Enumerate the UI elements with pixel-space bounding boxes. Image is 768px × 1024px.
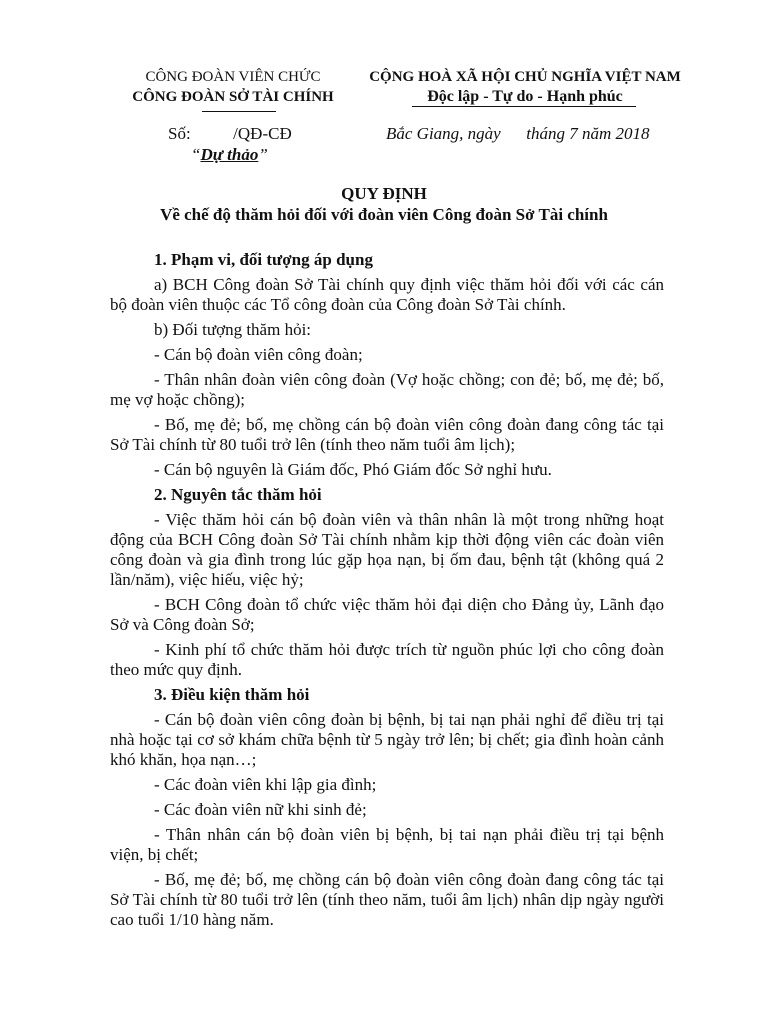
draft-mark [191,145,268,165]
draft-close-quote: ” [258,145,268,164]
paragraph: - Cán bộ nguyên là Giám đốc, Phó Giám đốc Sở nghỉ hưu. [154,460,552,479]
paragraph: - BCH Công đoàn tổ chức việc thăm hỏi đại diện cho Đảng ủy, Lãnh đạo Sở và Công đoàn Sở; [110,595,664,634]
document-subtitle: Về chế độ thăm hỏi đối với đoàn viên Công đoàn Sở Tài chính [160,205,608,224]
section-heading: 3. Điều kiện thăm hỏi [154,685,310,704]
document-title: QUY ĐỊNH [341,184,427,203]
draft-open-quote: “ [191,145,201,164]
paragraph: - Cán bộ đoàn viên công đoàn bị bệnh, bị tai nạn phải nghỉ để điều trị tại nhà hoặc tại cơ sở khám chữa bệnh từ 5 ngày trở lên; bị chết; gia đình hoàn cảnh khó khăn, họa nạn…; [110,710,664,769]
org-line-2: CÔNG ĐOÀN SỞ TÀI CHÍNH [132,89,334,105]
motto-underline [412,106,636,107]
paragraph: - Cán bộ đoàn viên công đoàn; [154,345,363,364]
document-number: Số: /QĐ-CĐ [168,124,292,143]
paragraph: - Thân nhân đoàn viên công đoàn (Vợ hoặc chồng; con đẻ; bố, mẹ đẻ; bố, mẹ vợ hoặc chồng); [110,370,664,409]
paragraph: - Thân nhân cán bộ đoàn viên bị bệnh, bị tai nạn phải điều trị tại bệnh viện, bị chết; [110,825,664,864]
nation-line-1: CỘNG HOÀ XÃ HỘI CHỦ NGHĨA VIỆT NAM [369,69,681,85]
issuing-organization [108,67,358,107]
org-line-1: CÔNG ĐOÀN VIÊN CHỨC [145,69,321,85]
paragraph: - Kinh phí tổ chức thăm hỏi được trích từ nguồn phúc lợi cho công đoàn theo mức quy định. [110,640,664,679]
nation-motto: Độc lập - Tự do - Hạnh phúc [427,88,623,105]
section-heading: 2. Nguyên tắc thăm hỏi [154,485,322,504]
paragraph: - Các đoàn viên nữ khi sinh đẻ; [154,800,367,819]
paragraph: - Các đoàn viên khi lập gia đình; [154,775,377,794]
org-underline [202,111,276,112]
paragraph: - Bố, mẹ đẻ; bố, mẹ chồng cán bộ đoàn viên công đoàn đang công tác tại Sở Tài chính từ 80 tuổi trở lên (tính theo năm, tuổi âm lịch) nhân dịp ngày người cao tuổi 1/10 hàng năm. [110,870,664,929]
paragraph: - Bố, mẹ đẻ; bố, mẹ chồng cán bộ đoàn viên công đoàn đang công tác tại Sở Tài chính từ 80 tuổi trở lên (tính theo năm tuổi âm lịch); [110,415,664,454]
paragraph: - Việc thăm hỏi cán bộ đoàn viên và thân nhân là một trong những hoạt động của BCH Công đoàn Sở Tài chính nhằm kịp thời động viên các đoàn viên công đoàn và gia đình trong lúc gặp họa nạn, bị ốm đau, bệnh tật (không quá 2 lần/năm), việc hiếu, việc hỷ; [110,510,664,589]
section-heading: 1. Phạm vi, đối tượng áp dụng [154,250,373,269]
place-date: Bắc Giang, ngày tháng 7 năm 2018 [386,124,650,143]
document-body [110,250,664,935]
national-heading [352,67,698,107]
paragraph: b) Đối tượng thăm hỏi: [154,320,312,339]
draft-label: Dự thảo [200,145,259,164]
paragraph: a) BCH Công đoàn Sở Tài chính quy định việc thăm hỏi đối với các cán bộ đoàn viên thuộc các Tổ công đoàn của Công đoàn Sở Tài chính. [110,275,664,314]
